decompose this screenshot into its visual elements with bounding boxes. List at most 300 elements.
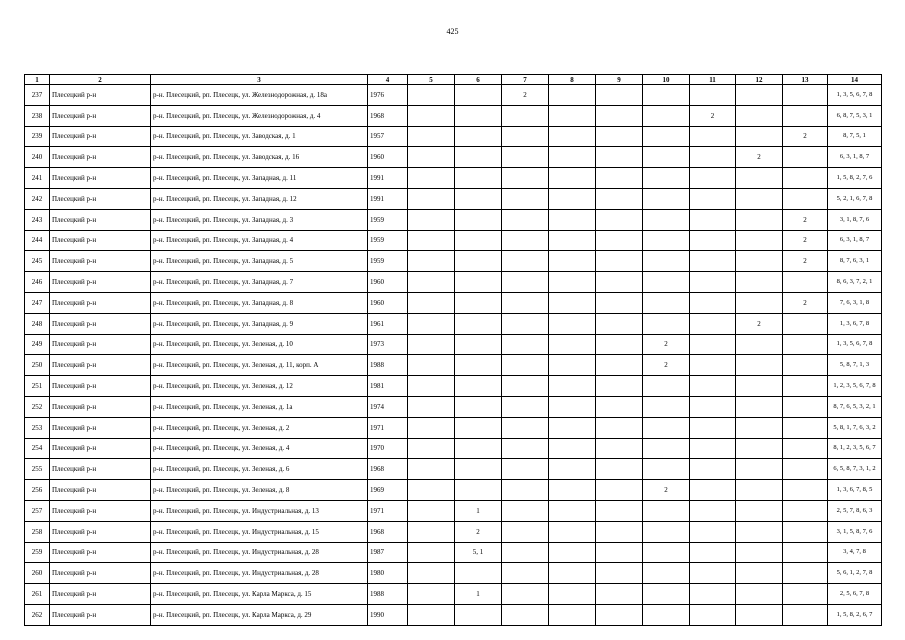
table-cell-col-8	[549, 147, 596, 168]
table-cell-col-12	[736, 292, 783, 313]
table-cell-col-2: Плесецкий р-н	[50, 105, 151, 126]
table-cell-col-3: р-н. Плесецкий, рп. Плесецк, ул. Западная, д. 5	[151, 251, 368, 272]
table-cell-col-3: р-н. Плесецкий, рп. Плесецк, ул. Заводская, д. 1	[151, 126, 368, 147]
table-cell-col-9	[596, 459, 643, 480]
table-cell-col-13	[783, 480, 828, 501]
table-cell-col-10	[643, 85, 690, 106]
table-cell-col-6	[455, 126, 502, 147]
table-cell-col-9	[596, 188, 643, 209]
table-cell-col-12	[736, 521, 783, 542]
table-cell-col-3: р-н. Плесецкий, рп. Плесецк, ул. Железнодорожная, д. 4	[151, 105, 368, 126]
table-cell-col-2: Плесецкий р-н	[50, 355, 151, 376]
table-cell-col-5	[408, 563, 455, 584]
table-row	[25, 334, 882, 355]
table-cell-col-2: Плесецкий р-н	[50, 438, 151, 459]
column-header-1: 1	[25, 75, 50, 85]
table-cell-col-11	[690, 563, 736, 584]
table-cell-col-5	[408, 438, 455, 459]
table-cell-col-7	[502, 500, 549, 521]
table-cell-col-4: 1959	[368, 209, 408, 230]
table-cell-col-14: 1, 3, 5, 6, 7, 8	[828, 334, 882, 355]
table-cell-col-3: р-н. Плесецкий, рп. Плесецк, ул. Западная, д. 3	[151, 209, 368, 230]
table-cell-col-2: Плесецкий р-н	[50, 168, 151, 189]
table-cell-col-5	[408, 168, 455, 189]
table-cell-col-8	[549, 417, 596, 438]
table-cell-col-6	[455, 313, 502, 334]
table-cell-col-2: Плесецкий р-н	[50, 521, 151, 542]
table-cell-col-1: 261	[25, 584, 50, 605]
table-cell-col-13	[783, 105, 828, 126]
column-header-12: 12	[736, 75, 783, 85]
table-cell-col-12	[736, 188, 783, 209]
table-cell-col-12	[736, 604, 783, 625]
table-cell-col-14: 6, 3, 1, 8, 7	[828, 230, 882, 251]
table-cell-col-12	[736, 417, 783, 438]
table-cell-col-9	[596, 417, 643, 438]
table-cell-col-10	[643, 500, 690, 521]
table-cell-col-14: 8, 7, 6, 3, 1	[828, 251, 882, 272]
table-cell-col-13	[783, 147, 828, 168]
table-cell-col-14: 1, 5, 8, 2, 6, 7	[828, 604, 882, 625]
table-cell-col-2: Плесецкий р-н	[50, 251, 151, 272]
table-cell-col-5	[408, 604, 455, 625]
table-cell-col-3: р-н. Плесецкий, рп. Плесецк, ул. Зеленая, д. 6	[151, 459, 368, 480]
table-cell-col-9	[596, 147, 643, 168]
table-cell-col-1: 240	[25, 147, 50, 168]
table-cell-col-14: 8, 7, 6, 5, 3, 2, 1	[828, 396, 882, 417]
table-cell-col-11	[690, 500, 736, 521]
table-cell-col-8	[549, 396, 596, 417]
table-cell-col-13: 2	[783, 230, 828, 251]
building-register-table	[24, 74, 882, 626]
header-row	[25, 75, 882, 85]
table-cell-col-5	[408, 126, 455, 147]
table-cell-col-7	[502, 604, 549, 625]
table-cell-col-12	[736, 334, 783, 355]
column-header-6: 6	[455, 75, 502, 85]
table-cell-col-11	[690, 230, 736, 251]
table-cell-col-5	[408, 459, 455, 480]
table-cell-col-7	[502, 563, 549, 584]
table-cell-col-7	[502, 542, 549, 563]
table-cell-col-12	[736, 500, 783, 521]
table-cell-col-10	[643, 563, 690, 584]
table-cell-col-10	[643, 272, 690, 293]
table-cell-col-6: 1	[455, 500, 502, 521]
table-cell-col-4: 1961	[368, 313, 408, 334]
table-cell-col-8	[549, 334, 596, 355]
table-cell-col-10	[643, 438, 690, 459]
table-cell-col-9	[596, 396, 643, 417]
table-cell-col-2: Плесецкий р-н	[50, 188, 151, 209]
table-cell-col-1: 246	[25, 272, 50, 293]
table-cell-col-6	[455, 355, 502, 376]
table-cell-col-13	[783, 521, 828, 542]
table-cell-col-1: 245	[25, 251, 50, 272]
table-cell-col-14: 1, 5, 8, 2, 7, 6	[828, 168, 882, 189]
table-cell-col-1: 242	[25, 188, 50, 209]
table-cell-col-3: р-н. Плесецкий, рп. Плесецк, ул. Западная, д. 4	[151, 230, 368, 251]
table-cell-col-7	[502, 126, 549, 147]
table-cell-col-6	[455, 292, 502, 313]
table-cell-col-13	[783, 438, 828, 459]
table-cell-col-2: Плесецкий р-н	[50, 563, 151, 584]
table-cell-col-7	[502, 417, 549, 438]
table-cell-col-10	[643, 313, 690, 334]
table-cell-col-6	[455, 334, 502, 355]
table-cell-col-7	[502, 105, 549, 126]
table-cell-col-5	[408, 105, 455, 126]
table-cell-col-12	[736, 376, 783, 397]
table-cell-col-13	[783, 313, 828, 334]
table-cell-col-3: р-н. Плесецкий, рп. Плесецк, ул. Зеленая, д. 11, корп. А	[151, 355, 368, 376]
table-cell-col-2: Плесецкий р-н	[50, 604, 151, 625]
table-cell-col-8	[549, 251, 596, 272]
table-cell-col-1: 243	[25, 209, 50, 230]
table-cell-col-9	[596, 376, 643, 397]
table-cell-col-9	[596, 209, 643, 230]
table-cell-col-10: 2	[643, 334, 690, 355]
column-header-4: 4	[368, 75, 408, 85]
table-cell-col-7	[502, 334, 549, 355]
table-cell-col-3: р-н. Плесецкий, рп. Плесецк, ул. Зеленая, д. 10	[151, 334, 368, 355]
table-cell-col-6	[455, 85, 502, 106]
table-row	[25, 563, 882, 584]
table-cell-col-5	[408, 521, 455, 542]
table-cell-col-6	[455, 604, 502, 625]
table-cell-col-4: 1973	[368, 334, 408, 355]
table-cell-col-11	[690, 168, 736, 189]
table-cell-col-9	[596, 542, 643, 563]
column-header-3: 3	[151, 75, 368, 85]
table-cell-col-8	[549, 355, 596, 376]
table-cell-col-11	[690, 417, 736, 438]
table-cell-col-2: Плесецкий р-н	[50, 480, 151, 501]
table-cell-col-3: р-н. Плесецкий, рп. Плесецк, ул. Зеленая, д. 4	[151, 438, 368, 459]
table-row	[25, 438, 882, 459]
table-cell-col-4: 1960	[368, 272, 408, 293]
table-cell-col-4: 1969	[368, 480, 408, 501]
table-cell-col-8	[549, 292, 596, 313]
table-cell-col-7	[502, 313, 549, 334]
table-cell-col-4: 1971	[368, 500, 408, 521]
table-cell-col-7	[502, 521, 549, 542]
table-cell-col-8	[549, 459, 596, 480]
table-cell-col-6	[455, 417, 502, 438]
table-cell-col-13	[783, 417, 828, 438]
table-cell-col-7	[502, 168, 549, 189]
table-cell-col-7	[502, 376, 549, 397]
table-cell-col-12	[736, 355, 783, 376]
table-cell-col-3: р-н. Плесецкий, рп. Плесецк, ул. Западная, д. 9	[151, 313, 368, 334]
table-cell-col-2: Плесецкий р-н	[50, 542, 151, 563]
table-cell-col-8	[549, 126, 596, 147]
table-cell-col-7	[502, 438, 549, 459]
table-cell-col-6	[455, 563, 502, 584]
table-cell-col-1: 260	[25, 563, 50, 584]
table-cell-col-4: 1959	[368, 230, 408, 251]
table-cell-col-6	[455, 396, 502, 417]
table-cell-col-14: 3, 1, 5, 8, 7, 6	[828, 521, 882, 542]
table-cell-col-7	[502, 272, 549, 293]
table-cell-col-11	[690, 126, 736, 147]
table-row	[25, 85, 882, 106]
table-cell-col-8	[549, 105, 596, 126]
table-cell-col-11	[690, 542, 736, 563]
table-row	[25, 396, 882, 417]
table-cell-col-4: 1991	[368, 188, 408, 209]
table-cell-col-13	[783, 334, 828, 355]
table-cell-col-7	[502, 584, 549, 605]
table-cell-col-4: 1987	[368, 542, 408, 563]
table-cell-col-10	[643, 396, 690, 417]
table-cell-col-10	[643, 521, 690, 542]
table-cell-col-5	[408, 396, 455, 417]
table-row	[25, 355, 882, 376]
table-cell-col-2: Плесецкий р-н	[50, 376, 151, 397]
table-cell-col-14: 3, 1, 8, 7, 6	[828, 209, 882, 230]
table-cell-col-9	[596, 355, 643, 376]
table-cell-col-2: Плесецкий р-н	[50, 292, 151, 313]
table-cell-col-5	[408, 230, 455, 251]
table-cell-col-2: Плесецкий р-н	[50, 334, 151, 355]
table-cell-col-11	[690, 396, 736, 417]
table-cell-col-3: р-н. Плесецкий, рп. Плесецк, ул. Зеленая, д. 2	[151, 417, 368, 438]
column-header-9: 9	[596, 75, 643, 85]
table-cell-col-3: р-н. Плесецкий, рп. Плесецк, ул. Зеленая, д. 8	[151, 480, 368, 501]
table-cell-col-3: р-н. Плесецкий, рп. Плесецк, ул. Индустриальная, д. 13	[151, 500, 368, 521]
table-cell-col-9	[596, 334, 643, 355]
table-cell-col-9	[596, 251, 643, 272]
table-cell-col-12	[736, 85, 783, 106]
table-cell-col-1: 256	[25, 480, 50, 501]
table-row	[25, 105, 882, 126]
table-cell-col-3: р-н. Плесецкий, рп. Плесецк, ул. Западная, д. 8	[151, 292, 368, 313]
table-cell-col-6	[455, 272, 502, 293]
table-cell-col-2: Плесецкий р-н	[50, 147, 151, 168]
table-cell-col-13	[783, 500, 828, 521]
table-cell-col-11	[690, 251, 736, 272]
table-cell-col-4: 1976	[368, 85, 408, 106]
table-cell-col-14: 1, 3, 5, 6, 7, 8	[828, 85, 882, 106]
table-cell-col-2: Плесецкий р-н	[50, 459, 151, 480]
table-row	[25, 459, 882, 480]
table-cell-col-5	[408, 209, 455, 230]
table-cell-col-8	[549, 168, 596, 189]
table-cell-col-14: 7, 6, 3, 1, 8	[828, 292, 882, 313]
table-cell-col-5	[408, 251, 455, 272]
table-cell-col-5	[408, 584, 455, 605]
table-cell-col-14: 1, 3, 6, 7, 8	[828, 313, 882, 334]
table-cell-col-5	[408, 188, 455, 209]
table-row	[25, 292, 882, 313]
table-cell-col-11	[690, 272, 736, 293]
table-cell-col-5	[408, 334, 455, 355]
table-cell-col-13	[783, 272, 828, 293]
table-cell-col-14: 5, 8, 7, 1, 3	[828, 355, 882, 376]
table-cell-col-9	[596, 292, 643, 313]
table-cell-col-6	[455, 251, 502, 272]
table-cell-col-1: 253	[25, 417, 50, 438]
table-cell-col-3: р-н. Плесецкий, рп. Плесецк, ул. Западная, д. 11	[151, 168, 368, 189]
table-row	[25, 168, 882, 189]
table-cell-col-6	[455, 230, 502, 251]
table-cell-col-1: 259	[25, 542, 50, 563]
table-cell-col-1: 237	[25, 85, 50, 106]
table-cell-col-14: 6, 3, 1, 8, 7	[828, 147, 882, 168]
table-cell-col-13	[783, 604, 828, 625]
table-cell-col-11	[690, 355, 736, 376]
table-row	[25, 584, 882, 605]
table-cell-col-8	[549, 272, 596, 293]
table-cell-col-3: р-н. Плесецкий, рп. Плесецк, ул. Железнодорожная, д. 18а	[151, 85, 368, 106]
table-cell-col-6	[455, 438, 502, 459]
table-cell-col-4: 1968	[368, 105, 408, 126]
table-cell-col-13	[783, 188, 828, 209]
table-cell-col-13: 2	[783, 251, 828, 272]
table-cell-col-2: Плесецкий р-н	[50, 126, 151, 147]
table-cell-col-3: р-н. Плесецкий, рп. Плесецк, ул. Западная, д. 12	[151, 188, 368, 209]
table-cell-col-7	[502, 355, 549, 376]
table-row	[25, 376, 882, 397]
table-row	[25, 313, 882, 334]
column-header-11: 11	[690, 75, 736, 85]
table-cell-col-8	[549, 542, 596, 563]
table-cell-col-14: 5, 8, 1, 7, 6, 3, 2	[828, 417, 882, 438]
column-header-8: 8	[549, 75, 596, 85]
table-cell-col-6	[455, 376, 502, 397]
table-cell-col-9	[596, 438, 643, 459]
table-cell-col-14: 5, 2, 1, 6, 7, 8	[828, 188, 882, 209]
table-cell-col-8	[549, 563, 596, 584]
table-cell-col-10	[643, 417, 690, 438]
table-cell-col-4: 1968	[368, 521, 408, 542]
table-cell-col-14: 5, 6, 1, 2, 7, 8	[828, 563, 882, 584]
table-cell-col-13	[783, 563, 828, 584]
table-cell-col-8	[549, 230, 596, 251]
table-cell-col-2: Плесецкий р-н	[50, 85, 151, 106]
table-row	[25, 251, 882, 272]
table-cell-col-12: 2	[736, 147, 783, 168]
table-cell-col-6	[455, 105, 502, 126]
table-cell-col-12	[736, 563, 783, 584]
table-cell-col-3: р-н. Плесецкий, рп. Плесецк, ул. Западная, д. 7	[151, 272, 368, 293]
table-cell-col-1: 254	[25, 438, 50, 459]
table-cell-col-10	[643, 292, 690, 313]
table-cell-col-6	[455, 147, 502, 168]
table-cell-col-11	[690, 480, 736, 501]
table-cell-col-13	[783, 542, 828, 563]
table-cell-col-10	[643, 105, 690, 126]
table-cell-col-10	[643, 168, 690, 189]
table-cell-col-6	[455, 188, 502, 209]
table-cell-col-2: Плесецкий р-н	[50, 272, 151, 293]
table-cell-col-11	[690, 313, 736, 334]
table-cell-col-1: 250	[25, 355, 50, 376]
table-cell-col-11	[690, 334, 736, 355]
table-cell-col-5	[408, 355, 455, 376]
table-cell-col-8	[549, 209, 596, 230]
table-cell-col-8	[549, 521, 596, 542]
table-cell-col-8	[549, 376, 596, 397]
table-cell-col-4: 1959	[368, 251, 408, 272]
table-cell-col-4: 1974	[368, 396, 408, 417]
table-cell-col-13	[783, 584, 828, 605]
table-cell-col-1: 251	[25, 376, 50, 397]
table-cell-col-13	[783, 168, 828, 189]
table-cell-col-3: р-н. Плесецкий, рп. Плесецк, ул. Зеленая, д. 12	[151, 376, 368, 397]
table-cell-col-13	[783, 355, 828, 376]
table-body	[25, 85, 882, 626]
table-cell-col-12	[736, 251, 783, 272]
table-cell-col-1: 244	[25, 230, 50, 251]
table-cell-col-11	[690, 85, 736, 106]
column-header-10: 10	[643, 75, 690, 85]
table-cell-col-4: 1957	[368, 126, 408, 147]
table-cell-col-4: 1971	[368, 417, 408, 438]
table-cell-col-10	[643, 459, 690, 480]
table-cell-col-1: 249	[25, 334, 50, 355]
table-cell-col-2: Плесецкий р-н	[50, 417, 151, 438]
table-cell-col-11	[690, 188, 736, 209]
table-cell-col-11	[690, 459, 736, 480]
table-cell-col-4: 1968	[368, 459, 408, 480]
table-cell-col-10	[643, 126, 690, 147]
table-cell-col-1: 258	[25, 521, 50, 542]
table-cell-col-12	[736, 438, 783, 459]
table-cell-col-12: 2	[736, 313, 783, 334]
table-cell-col-14: 2, 5, 6, 7, 8	[828, 584, 882, 605]
table-cell-col-6	[455, 209, 502, 230]
table-row	[25, 209, 882, 230]
column-header-13: 13	[783, 75, 828, 85]
table-row	[25, 188, 882, 209]
table-cell-col-14: 2, 5, 7, 8, 6, 3	[828, 500, 882, 521]
table-cell-col-10: 2	[643, 355, 690, 376]
table-cell-col-10	[643, 188, 690, 209]
table-cell-col-9	[596, 105, 643, 126]
table-cell-col-5	[408, 147, 455, 168]
table-row	[25, 272, 882, 293]
table-cell-col-14: 6, 5, 8, 7, 3, 1, 2	[828, 459, 882, 480]
table-cell-col-9	[596, 272, 643, 293]
table-cell-col-9	[596, 584, 643, 605]
table-cell-col-4: 1981	[368, 376, 408, 397]
table-cell-col-6	[455, 480, 502, 501]
table-cell-col-12	[736, 480, 783, 501]
table-cell-col-8	[549, 85, 596, 106]
table-cell-col-9	[596, 85, 643, 106]
table-cell-col-11	[690, 147, 736, 168]
table-cell-col-8	[549, 438, 596, 459]
table-cell-col-14: 8, 7, 5, 1	[828, 126, 882, 147]
table-cell-col-12	[736, 105, 783, 126]
table-cell-col-10	[643, 209, 690, 230]
table-cell-col-9	[596, 500, 643, 521]
table-cell-col-4: 1991	[368, 168, 408, 189]
table-cell-col-14: 8, 6, 3, 7, 2, 1	[828, 272, 882, 293]
table-cell-col-4: 1970	[368, 438, 408, 459]
table-cell-col-5	[408, 480, 455, 501]
table-cell-col-8	[549, 500, 596, 521]
table-cell-col-7	[502, 147, 549, 168]
table-cell-col-12	[736, 209, 783, 230]
table-cell-col-3: р-н. Плесецкий, рп. Плесецк, ул. Индустриальная, д. 28	[151, 563, 368, 584]
table-cell-col-6	[455, 168, 502, 189]
table-cell-col-14: 1, 2, 3, 5, 6, 7, 8	[828, 376, 882, 397]
table-cell-col-13: 2	[783, 126, 828, 147]
table-cell-col-10	[643, 376, 690, 397]
